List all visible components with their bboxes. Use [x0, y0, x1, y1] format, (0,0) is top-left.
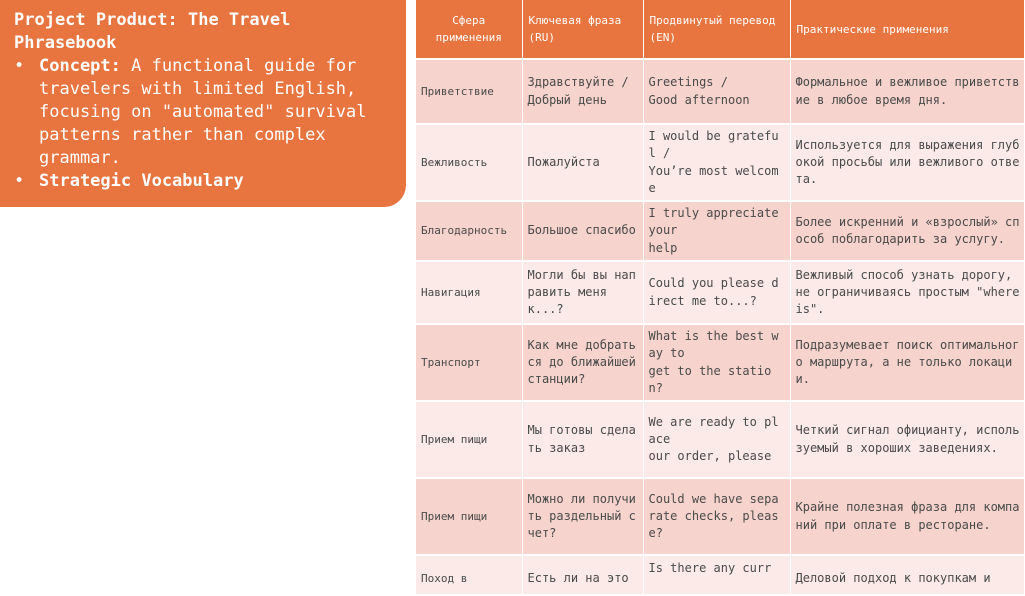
cell-sphere: Вежливость: [416, 124, 522, 201]
bullet-list: [14, 55, 392, 193]
cell-use: Вежливый способ узнать дорогу, не ограничиваясь простым "where is".: [790, 261, 1024, 324]
cell-use: Деловой подход к покупкам и: [790, 555, 1024, 595]
panel-title: Project Product: The Travel Phrasebook: [14, 10, 291, 53]
summary-panel: [0, 0, 406, 207]
phrasebook-table-container: [416, 0, 1024, 585]
cell-use: Формальное и вежливое приветствие в любое время дня.: [790, 59, 1024, 124]
cell-en: I would be grateful / You’re most welcome: [643, 124, 790, 201]
table-row: [416, 124, 1024, 201]
cell-use: Подразумевает поиск оптимального маршрута, а не только локации.: [790, 324, 1024, 401]
table-row: [416, 555, 1024, 595]
cell-use: Используется для выражения глубокой просьбы или вежливого ответа.: [790, 124, 1024, 201]
cell-ru: Можно ли получить раздельный счет?: [522, 478, 643, 555]
table-row: [416, 201, 1024, 261]
cell-en: We are ready to place our order, please: [643, 401, 790, 478]
header-key-phrase: Ключевая фраза (RU): [522, 0, 643, 59]
table-row: [416, 261, 1024, 324]
cell-sphere: Навигация: [416, 261, 522, 324]
cell-ru: Как мне добраться до ближайшей станции?: [522, 324, 643, 401]
cell-use: Четкий сигнал официанту, используемый в хороших заведениях.: [790, 401, 1024, 478]
header-advanced-translation: Продвинутый перевод (EN): [643, 0, 790, 59]
cell-ru: Здравствуйте / Добрый день: [522, 59, 643, 124]
cell-sphere: Прием пищи: [416, 478, 522, 555]
table-row: [416, 401, 1024, 478]
header-sphere: Сфера применения: [416, 0, 522, 59]
phrasebook-table: [416, 0, 1025, 596]
cell-en: Could we have separate checks, please?: [643, 478, 790, 555]
table-row: [416, 59, 1024, 124]
cell-ru: Мы готовы сделать заказ: [522, 401, 643, 478]
cell-ru: Большое спасибо: [522, 201, 643, 261]
cell-sphere: Приветствие: [416, 59, 522, 124]
cell-ru: Могли бы вы направить меня к...?: [522, 261, 643, 324]
bullet-dot-icon: •: [14, 56, 25, 76]
cell-en: Is there any curr: [643, 555, 790, 595]
cell-use: Более искренний и «взрослый» способ поблагодарить за услугу.: [790, 201, 1024, 261]
cell-en: I truly appreciate your help: [643, 201, 790, 261]
cell-sphere: Прием пищи: [416, 401, 522, 478]
cell-sphere: Благодарность: [416, 201, 522, 261]
cell-en: Could you please direct me to...?: [643, 261, 790, 324]
table-header-row: [416, 0, 1024, 59]
cell-sphere: Транспорт: [416, 324, 522, 401]
table-row: [416, 478, 1024, 555]
concept-text: A functional guide for travelers with limited English, focusing on "automated" survival patterns rather than complex grammar.: [39, 56, 367, 168]
header-practical-use: Практические применения: [790, 0, 1024, 59]
bullet-concept: [14, 55, 392, 170]
bullet-strategic: [14, 170, 392, 193]
cell-en: What is the best way to get to the station?: [643, 324, 790, 401]
concept-label: Concept:: [39, 56, 121, 76]
cell-sphere: Поход в: [416, 555, 522, 595]
cell-ru: Пожалуйста: [522, 124, 643, 201]
cell-ru: Есть ли на это: [522, 555, 643, 595]
bullet-dot-icon: •: [14, 171, 25, 191]
strategic-label: Strategic Vocabulary: [39, 171, 244, 191]
cell-en: Greetings / Good afternoon: [643, 59, 790, 124]
cell-use: Крайне полезная фраза для компаний при оплате в ресторане.: [790, 478, 1024, 555]
table-row: [416, 324, 1024, 401]
